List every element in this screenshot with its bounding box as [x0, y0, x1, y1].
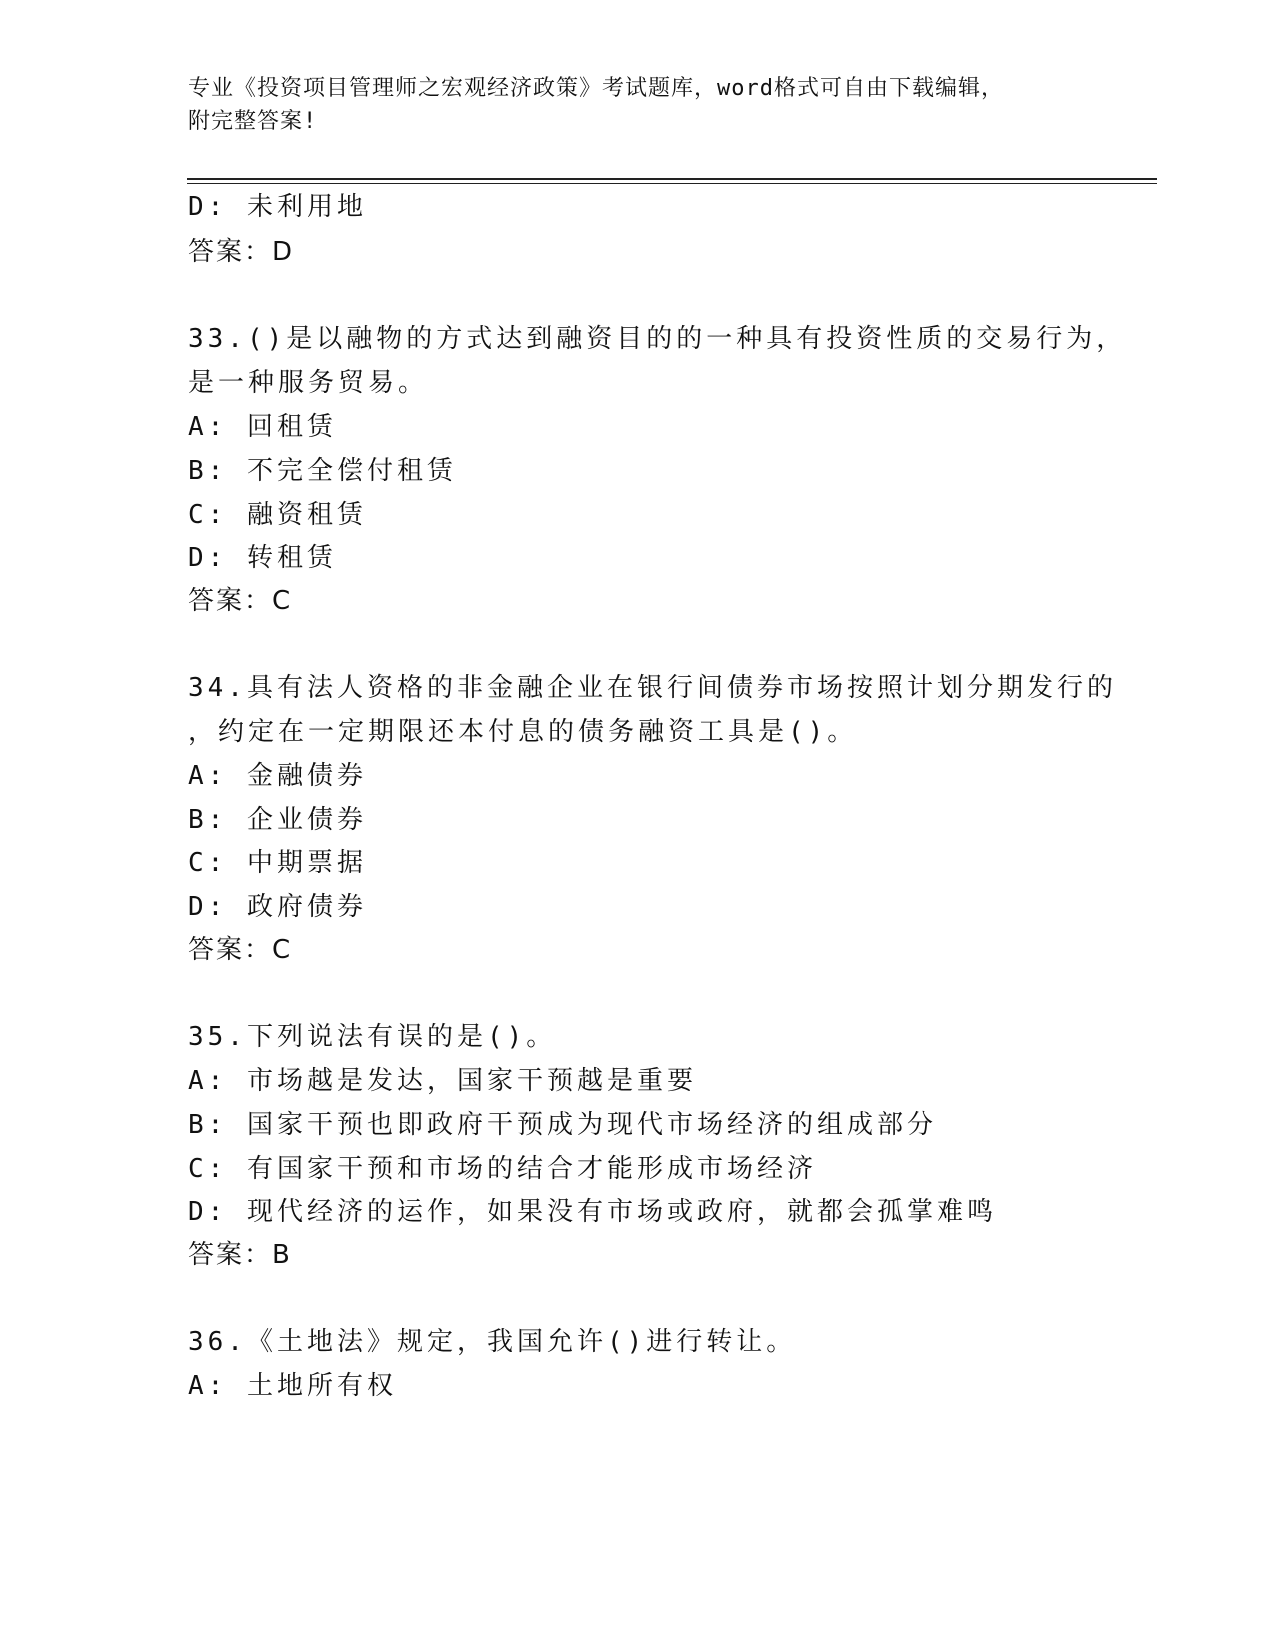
q33-stem-line-2: 是一种服务贸易。	[188, 368, 429, 398]
q33-option-b: B: 不完全偿付租赁	[188, 456, 457, 486]
answer-label: 答案：	[188, 586, 273, 616]
q33-stem-line-1: 33.()是以融物的方式达到融资目的的一种具有投资性质的交易行为，	[188, 324, 1127, 354]
header-line-2: 附完整答案!	[188, 109, 318, 134]
q34-stem-line-1: 34.具有法人资格的非金融企业在银行间债券市场按照计划分期发行的	[188, 673, 1117, 703]
q33-option-a: A: 回租赁	[188, 412, 337, 442]
q34-option-c: C: 中期票据	[188, 848, 367, 878]
q32-option-d: D: 未利用地	[188, 192, 367, 222]
q35-stem-line-1: 35.下列说法有误的是()。	[188, 1022, 557, 1052]
q35-option-b: B: 国家干预也即政府干预成为现代市场经济的组成部分	[188, 1110, 937, 1140]
q32-answer	[188, 235, 294, 269]
q34-stem-line-2: ，约定在一定期限还本付息的债务融资工具是()。	[188, 717, 858, 747]
q34-option-d: D: 政府债券	[188, 892, 367, 922]
q33-option-c: C: 融资租赁	[188, 500, 367, 530]
answer-label: 答案：	[188, 1240, 273, 1270]
q33-answer	[188, 584, 292, 618]
answer-label: 答案：	[188, 237, 273, 267]
header-line-1: 专业《投资项目管理师之宏观经济政策》考试题库，word格式可自由下载编辑，	[188, 76, 1004, 101]
answer-value: D	[272, 237, 295, 267]
q34-option-b: B: 企业债券	[188, 805, 367, 835]
q35-option-d: D: 现代经济的运作，如果没有市场或政府，就都会孤掌难鸣	[188, 1197, 997, 1227]
q35-option-c: C: 有国家干预和市场的结合才能形成市场经济	[188, 1154, 817, 1184]
answer-value: B	[272, 1240, 292, 1270]
document-header	[188, 72, 1088, 138]
q35-answer	[188, 1238, 292, 1272]
q35-option-a: A: 市场越是发达，国家干预越是重要	[188, 1066, 697, 1096]
header-rule-thin	[187, 183, 1157, 184]
header-rule-thick	[187, 178, 1157, 180]
answer-value: C	[272, 586, 293, 616]
q33-option-d: D: 转租赁	[188, 543, 337, 573]
q36-stem-line-1: 36.《土地法》规定，我国允许()进行转让。	[188, 1327, 797, 1357]
answer-label: 答案：	[188, 935, 273, 965]
q34-answer	[188, 933, 292, 967]
q34-option-a: A: 金融债券	[188, 761, 367, 791]
answer-value: C	[272, 935, 293, 965]
q36-option-a: A: 土地所有权	[188, 1371, 397, 1401]
